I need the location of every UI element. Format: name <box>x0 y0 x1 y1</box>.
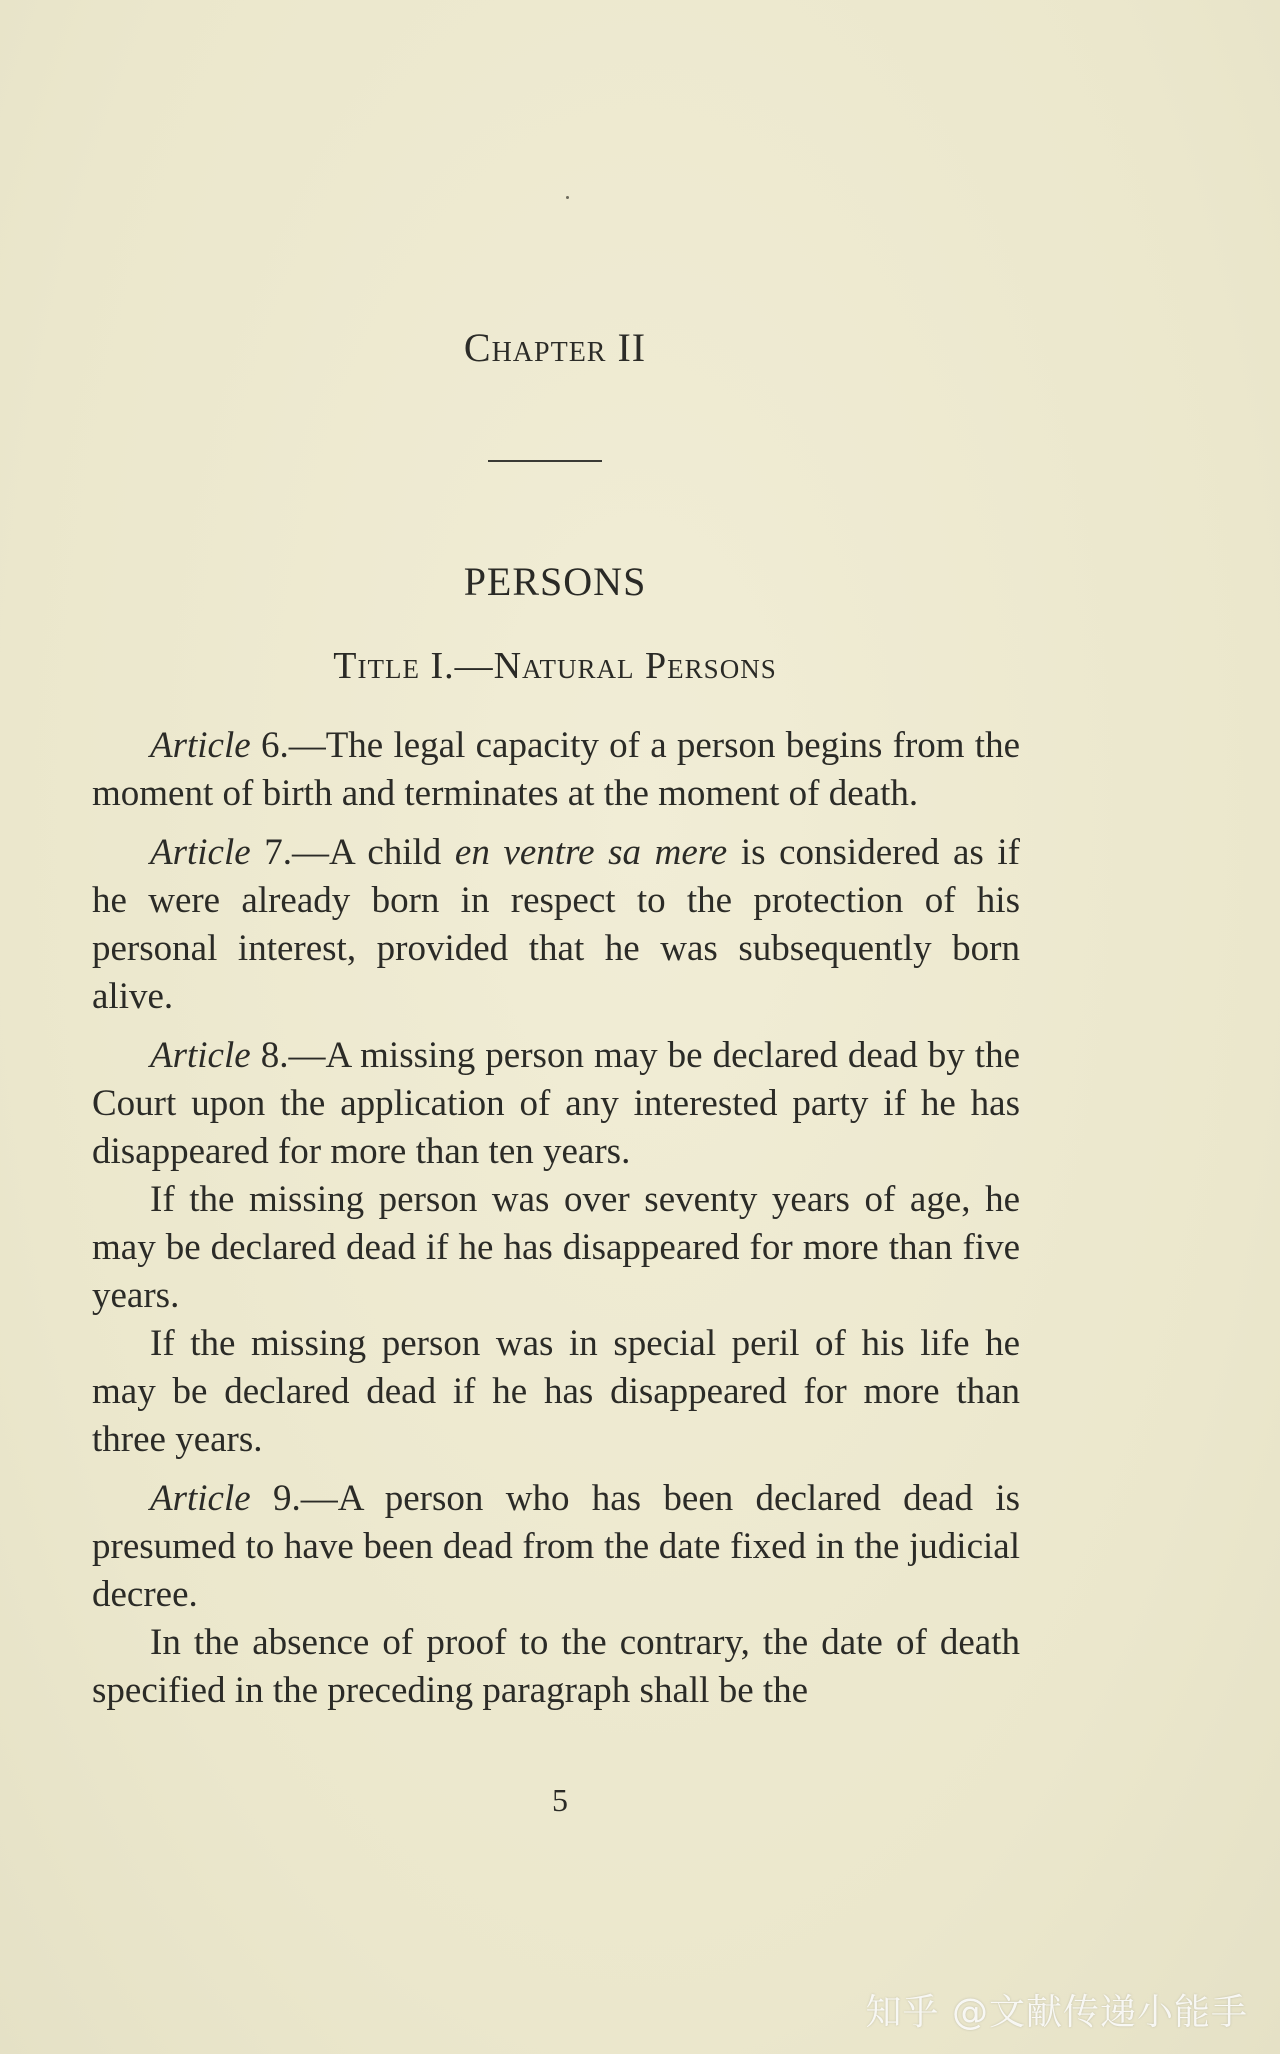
article-8 <box>92 1032 1020 1176</box>
article-body <box>92 722 1020 1715</box>
article-7 <box>92 829 1020 1021</box>
article-8-paragraph: If the missing person was in special peril of his life he may be declared dead if he has disappeared for more than three years. <box>92 1323 1020 1460</box>
article-9 <box>92 1475 1020 1619</box>
article-number: 6. <box>260 725 289 766</box>
article-label: Article <box>150 1478 251 1519</box>
chapter-heading: Chapter II <box>463 325 647 370</box>
article-8-paragraph: If the missing person was over seventy years of age, he may be declared dead if he has disappeared for more than five years. <box>92 1179 1020 1316</box>
article-label: Article <box>150 1035 251 1076</box>
article-text: is considered as if he were already born in respect to the protection of his personal interest, provided that he was subsequently born alive. <box>92 832 1020 1017</box>
article-text: —A person who has been declared dead is presumed to have been dead from the date fixed in the judicial decree. <box>92 1478 1021 1615</box>
watermark: 知乎 @文献传递小能手 <box>865 1992 1248 2033</box>
article-label: Article <box>150 725 251 766</box>
article-9-paragraph: In the absence of proof to the contrary, the date of death specified in the preceding paragraph shall be the <box>92 1622 1020 1711</box>
title-heading: Title I.—Natural Persons <box>333 645 777 687</box>
part-title: PERSONS <box>463 559 647 604</box>
article-number: 7. <box>264 832 293 873</box>
latin-phrase: en ventre sa mere <box>454 832 728 873</box>
article-number: 8. <box>260 1035 289 1076</box>
page-number: 5 <box>552 1782 568 1818</box>
article-text: —A missing person may be declared dead by the Court upon the application of any interested party if he has disappeared for more than ten years. <box>92 1035 1020 1172</box>
article-6 <box>92 722 1020 818</box>
article-number: 9. <box>273 1478 301 1519</box>
page-speck <box>566 196 569 199</box>
article-text: —The legal capacity of a person begins from the moment of birth and terminates at the moment of death. <box>92 725 1021 814</box>
article-text: —A child <box>292 832 455 873</box>
article-label: Article <box>150 832 251 873</box>
heading-divider <box>488 460 602 462</box>
